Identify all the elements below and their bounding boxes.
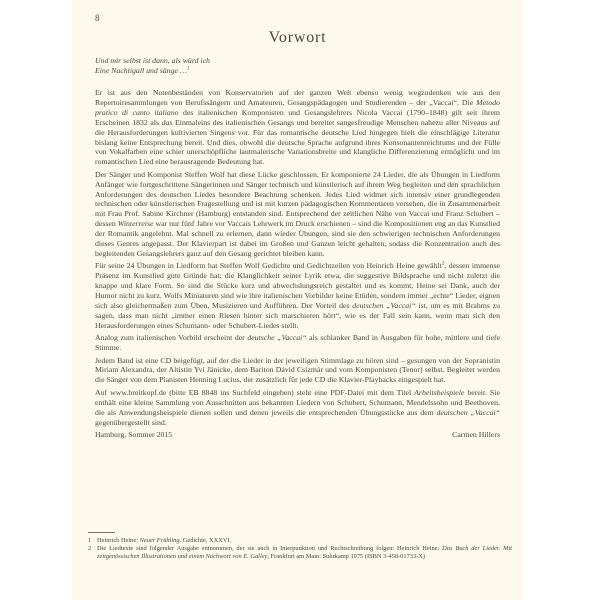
text-run: Auf www.breitkopf.de (bitte EB 8848 ins Suchfeld eingeben) steht eine PDF-Datei mit dem Titel xyxy=(95,387,415,397)
footnote-ref: 1 xyxy=(186,65,190,72)
book-page xyxy=(72,0,523,600)
text-run: Und mir selbst ist dann, als würd ich xyxy=(95,56,210,65)
text-run: Heinrich Heine: xyxy=(97,537,140,544)
text-run: Die Liedtexte sind folgender Ausgabe entnommen, der sie auch in Interpunktion und Rechtschreibung folgen: Heinrich Heine: xyxy=(97,545,443,553)
text-run: Analog zum italienischen Vorbild erscheint der xyxy=(95,333,248,343)
text-run: Für seine 24 Übungen in Liedform hat Steffen Wolf Gedichte und Gedichtzeilen von Heinrich Heine gewählt xyxy=(95,261,442,271)
footnote-text xyxy=(97,545,512,561)
footnote-item xyxy=(88,545,512,561)
footnote-ref: 2 xyxy=(441,260,445,267)
paragraph xyxy=(95,333,500,353)
paragraph xyxy=(95,356,500,386)
footnote-number: 2 xyxy=(88,545,92,553)
text-run: Jedem Band ist eine CD beigefügt, auf der die Lieder in der jeweiligen Stimmlage zu hören sind – gesungen von der Sopranistin Miriam Alexandra, der Altistin Yvi Jänicke, dem Bariton Dávid Csizmár und vom Komponisten (Tenor) selbst. Begleitet werden die Sänger von dem Pianisten Henning Lucius, der zusätzlich für jede CD die Klavier-Playbacks eingespielt hat. xyxy=(95,355,500,385)
footnote-divider xyxy=(88,532,115,533)
text-run: , dessen immense Präsenz im Kunstlied gute Gründe hat: die Klanglichkeit seiner Lyrik etwa, die suggestive Bildsprache und nicht zuletzt die knappe und klare Form. So sind die Stücke kurz und abwechslungsreich gestaltet und es kommt, Heine sei Dank, auch der Humor nicht zu kurz. Wolfs Miniaturen sind wie ihre italienischen Vorbilder keine Etüden, sondern immer „echte“ Lieder, eignen sich also gleichermaßen zum Üben, Musizieren und Aufführen. Der Vorteil des xyxy=(95,261,500,311)
page-title: Vorwort xyxy=(268,29,327,46)
text-run: als schlanker Band in Ausgaben für hohe, mittlere und tiefe Stimme. xyxy=(95,333,500,353)
text-run: Neuer Frühling. xyxy=(139,537,182,544)
text-run: Er ist aus den Notenbeständen von Konservatorien auf der ganzen Welt ebenso wenig wegzudenken wie aus den Repertoiresammlungen von Berufssängern und Amateuren, Gesangspädagogen und Studierenden – der „Vaccai“. Die xyxy=(95,88,500,107)
paragraph xyxy=(95,88,500,167)
paragraph xyxy=(95,170,500,259)
text-run: Der Sänger und Komponist Steffen Wolf hat diese Lücke geschlossen. Er komponierte 24 Lieder, die als Übungen in Liedform Anfänger wie fortgeschrittene Sängerinnen und Sänger technisch und künstlerisch auf ihrem Weg begleiten und den sprachlichen Anforderungen des deutschen Liedes besondere Beachtung schenken. Jedes Lied widmet sich intensiv einer grundlegenden technischen oder künstlerischen Fragestellung und ist mit kurzen pädagogischen Kommentaren versehen, die in Zusammenarbeit mit Frau Prof. Sabine Kirchner (Hamburg) entstanden sind. Entsprechend der zeitlichen Nähe von Vaccai und Franz Schubert – dessen xyxy=(95,169,500,229)
paragraph xyxy=(95,261,500,330)
paragraph-block xyxy=(95,88,500,427)
text-run: Einmaleins des italienischen Gesangs und bereitet sangesfreudige Menschen nahezu aller Niveaus auf die Herausforderungen kultivierten Singens vor. Für das romantische deutsche Lied hingegen hielt die einschlägige Literatur bislang keine Entsprechung bereit. Und dies, obwohl die deutsche Sprache aufgrund ihres Konsonantenreichtums und der Fülle von Vokalfarben eine schier unerschöpfliche lautmalerische Variationsbreite und klangliche Differenzierung ermöglicht und im romantischen Lied eine herausragende Bedeutung hat. xyxy=(95,117,500,167)
page-number: 8 xyxy=(95,13,100,23)
text-run: ist, um es mit Brahms zu sagen, dass man nicht „immer einen Riesen hinter sich marschieren hört“, wie es der Fall sein kann, wenn man sich den Herausforderungen eines Schumann- oder Schubert-Liedes stellt. xyxy=(95,301,500,330)
paragraph xyxy=(95,388,500,428)
text-run: Metodo pratico di canto italiano xyxy=(95,97,500,117)
text-run: Winterreise xyxy=(117,219,154,229)
closing-place-date: Hamburg, Sommer 2015 xyxy=(95,429,173,439)
text-run: Eine Nachtigall und sänge … xyxy=(95,65,187,75)
text-run: Gedichte, XXXVI. xyxy=(181,537,232,544)
footnote-text xyxy=(97,537,512,545)
text-run: deutschen „Vaccai“ xyxy=(436,407,500,417)
epigraph-line xyxy=(95,66,210,76)
closing-author: Carmen Hillers xyxy=(452,429,500,439)
text-run: gegenübergestellt sind. xyxy=(95,417,167,427)
text-run: war nur fünf Jahre vor Vaccais Lehrwerk im Druck erschienen – sind die Kompositionen eng an das Kunstlied der Romantik angelehnt. Mal schnell zu erlernen, dann wieder Übungen, sind sie den schwierigen technischen Anforderungen dieses Genres angepasst. Der Klavierpart ist dabei im Großen und Ganzen leicht gehalten, sodass die Konzentration auch des begleitenden Gesangslehrers ganz auf den Gesang gerichtet bleiben kann. xyxy=(95,219,500,258)
epigraph xyxy=(95,56,210,76)
epigraph-line xyxy=(95,56,210,66)
text-run: , Frankfurt am Main: Suhrkamp 1975 (ISBN 3-458-01733-X) xyxy=(267,553,426,561)
footnote-number: 1 xyxy=(88,537,92,544)
closing-line xyxy=(95,430,500,440)
text-run: deutsche „Vaccai“ xyxy=(247,333,307,343)
text-run: Arbeitsbeispiele xyxy=(414,387,465,397)
text-run: des italienischen Komponisten und Gesangslehrers Nicola Vaccai (1790–1848) gilt seit ihrem Erscheinen 1832 als xyxy=(95,107,500,127)
text-run: deutschen „Vaccai“ xyxy=(352,301,416,311)
text-run: bereit. Sie enthält eine kleine Sammlung von Ausschnitten aus bekannten Liedern von Schubert, Schumann, Mendelssohn und Beethoven, die als Anwendungsbeispiele dienen sollen und denen jeweils die entsprechenden Übungsstücke aus dem xyxy=(95,387,500,417)
text-run: Das Buch der Lieder. Mit zeitgenössischen Illustrationen und einem Nachwort von E. Galley xyxy=(97,545,512,561)
footnotes xyxy=(88,537,512,562)
footnote-item xyxy=(88,537,512,545)
text-run: das xyxy=(161,117,173,127)
body-text xyxy=(95,88,500,440)
